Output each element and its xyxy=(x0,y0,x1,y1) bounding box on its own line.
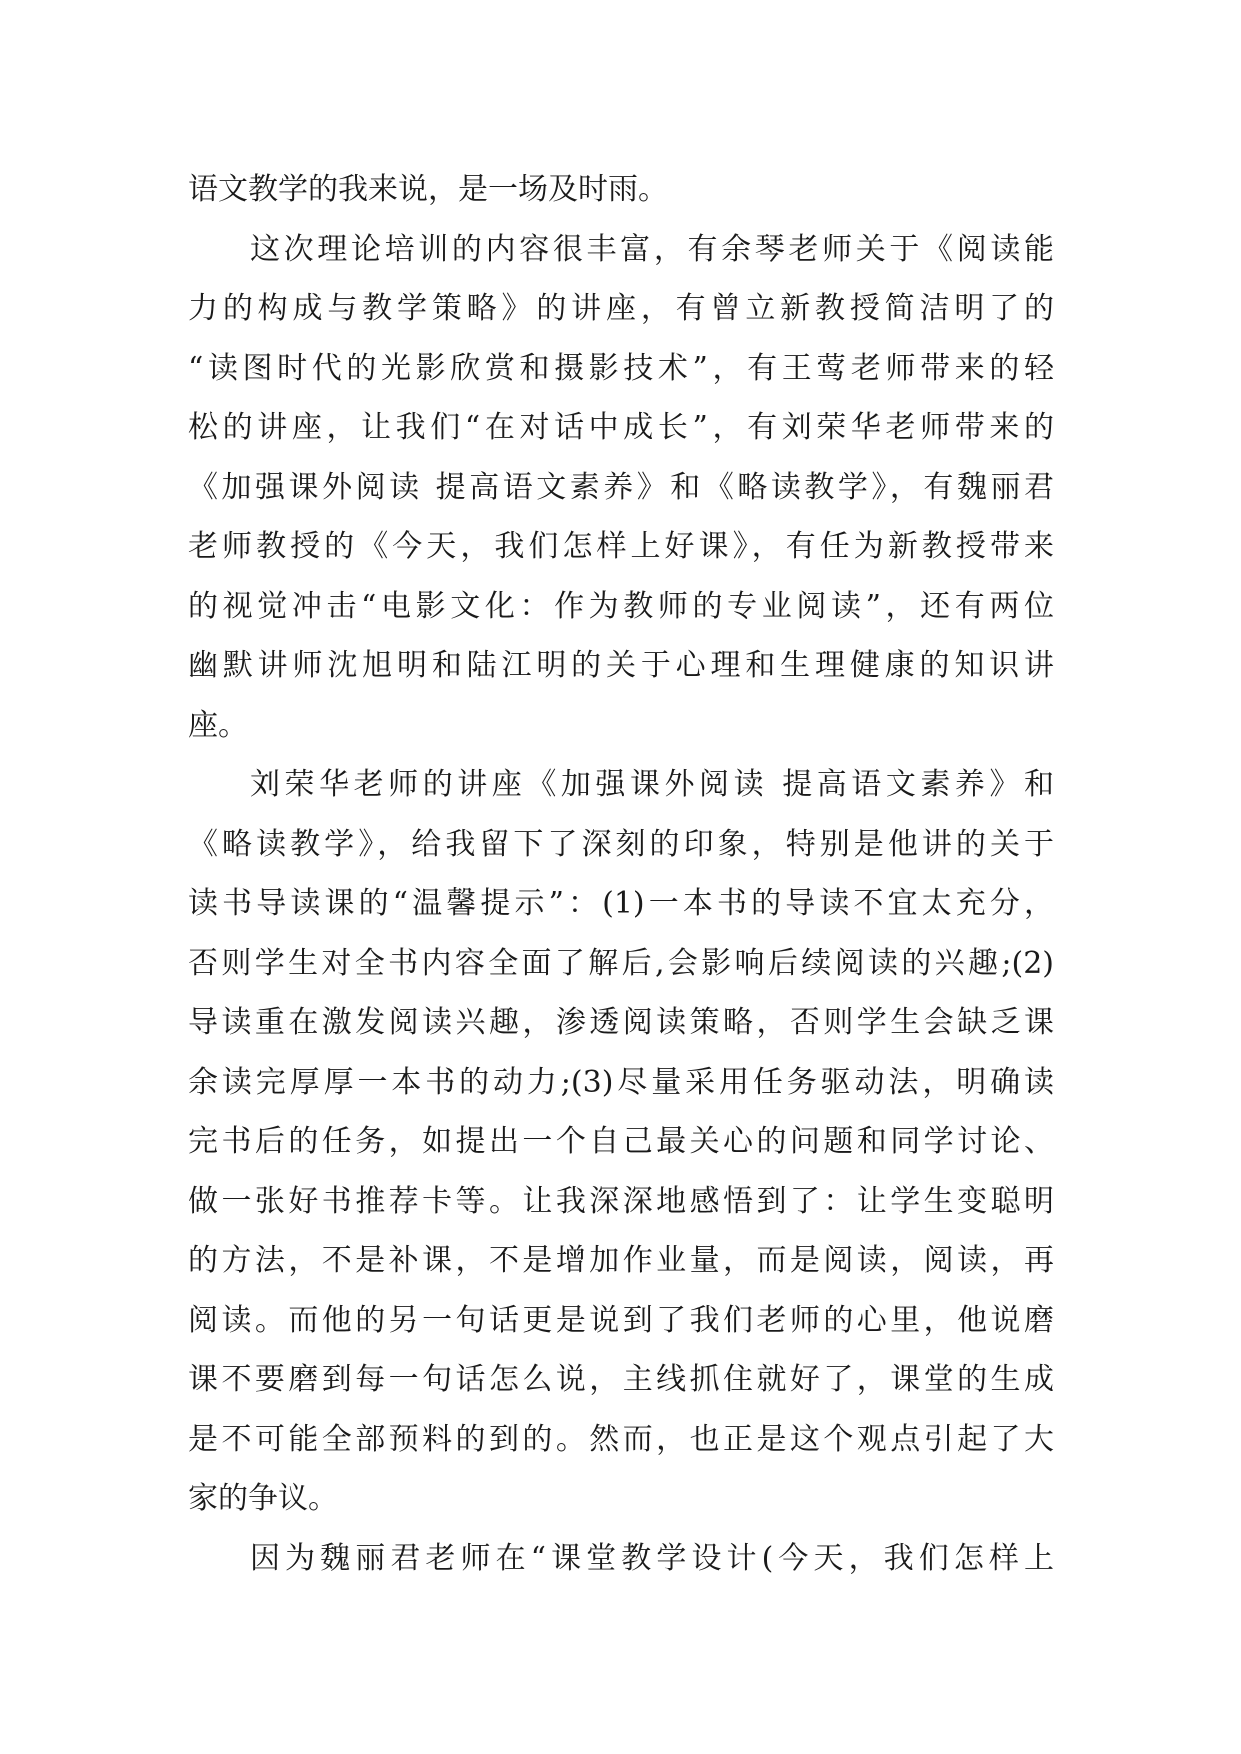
text-line: 老师教授的《今天，我们怎样上好课》，有任为新教授带来 xyxy=(188,529,1054,564)
text-line: 课不要磨到每一句话怎么说，主线抓住就好了，课堂的生成 xyxy=(188,1362,1054,1397)
text-line: 《加强课外阅读 提高语文素养》和《略读教学》，有魏丽君 xyxy=(188,469,1054,505)
text-line: 的视觉冲击“电影文化：作为教师的专业阅读”，还有两位 xyxy=(188,588,1054,624)
text-line: 幽默讲师沈旭明和陆江明的关于心理和生理健康的知识讲 xyxy=(188,648,1054,683)
text-line: 这次理论培训的内容很丰富，有余琴老师关于《阅读能 xyxy=(250,231,1054,267)
text-line: 《略读教学》，给我留下了深刻的印象，特别是他讲的关于 xyxy=(188,826,1054,862)
text-line: 否则学生对全书内容全面了解后,会影响后续阅读的兴趣;(2) xyxy=(188,945,1054,981)
text-line: 余读完厚厚一本书的动力;(3)尽量采用任务驱动法，明确读 xyxy=(188,1064,1054,1100)
text-line: 家的争议。 xyxy=(188,1481,338,1516)
text-line: 完书后的任务，如提出一个自己最关心的问题和同学讨论、 xyxy=(188,1124,1054,1159)
text-line: 做一张好书推荐卡等。让我深深地感悟到了：让学生变聪明 xyxy=(188,1183,1054,1219)
text-line: 读书导读课的“温馨提示”：(1)一本书的导读不宜太充分， xyxy=(188,886,1054,921)
text-line: 是不可能全部预料的到的。然而，也正是这个观点引起了大 xyxy=(188,1421,1054,1457)
text-line: “读图时代的光影欣赏和摄影技术”，有王莺老师带来的轻 xyxy=(188,350,1054,386)
text-line: 力的构成与教学策略》的讲座，有曾立新教授简洁明了的 xyxy=(188,291,1054,326)
text-line: 松的讲座，让我们“在对话中成长”，有刘荣华老师带来的 xyxy=(188,410,1054,445)
body-text xyxy=(188,160,1054,1588)
text-line: 语文教学的我来说，是一场及时雨。 xyxy=(188,172,668,207)
text-line: 阅读。而他的另一句话更是说到了我们老师的心里，他说磨 xyxy=(188,1302,1054,1338)
text-line: 导读重在激发阅读兴趣，渗透阅读策略，否则学生会缺乏课 xyxy=(188,1005,1054,1040)
text-line: 的方法，不是补课，不是增加作业量，而是阅读，阅读，再 xyxy=(188,1243,1054,1278)
text-line: 刘荣华老师的讲座《加强课外阅读 提高语文素养》和 xyxy=(250,767,1054,802)
text-line: 座。 xyxy=(188,707,248,743)
text-line: 因为魏丽君老师在“课堂教学设计(今天，我们怎样上 xyxy=(250,1540,1054,1576)
